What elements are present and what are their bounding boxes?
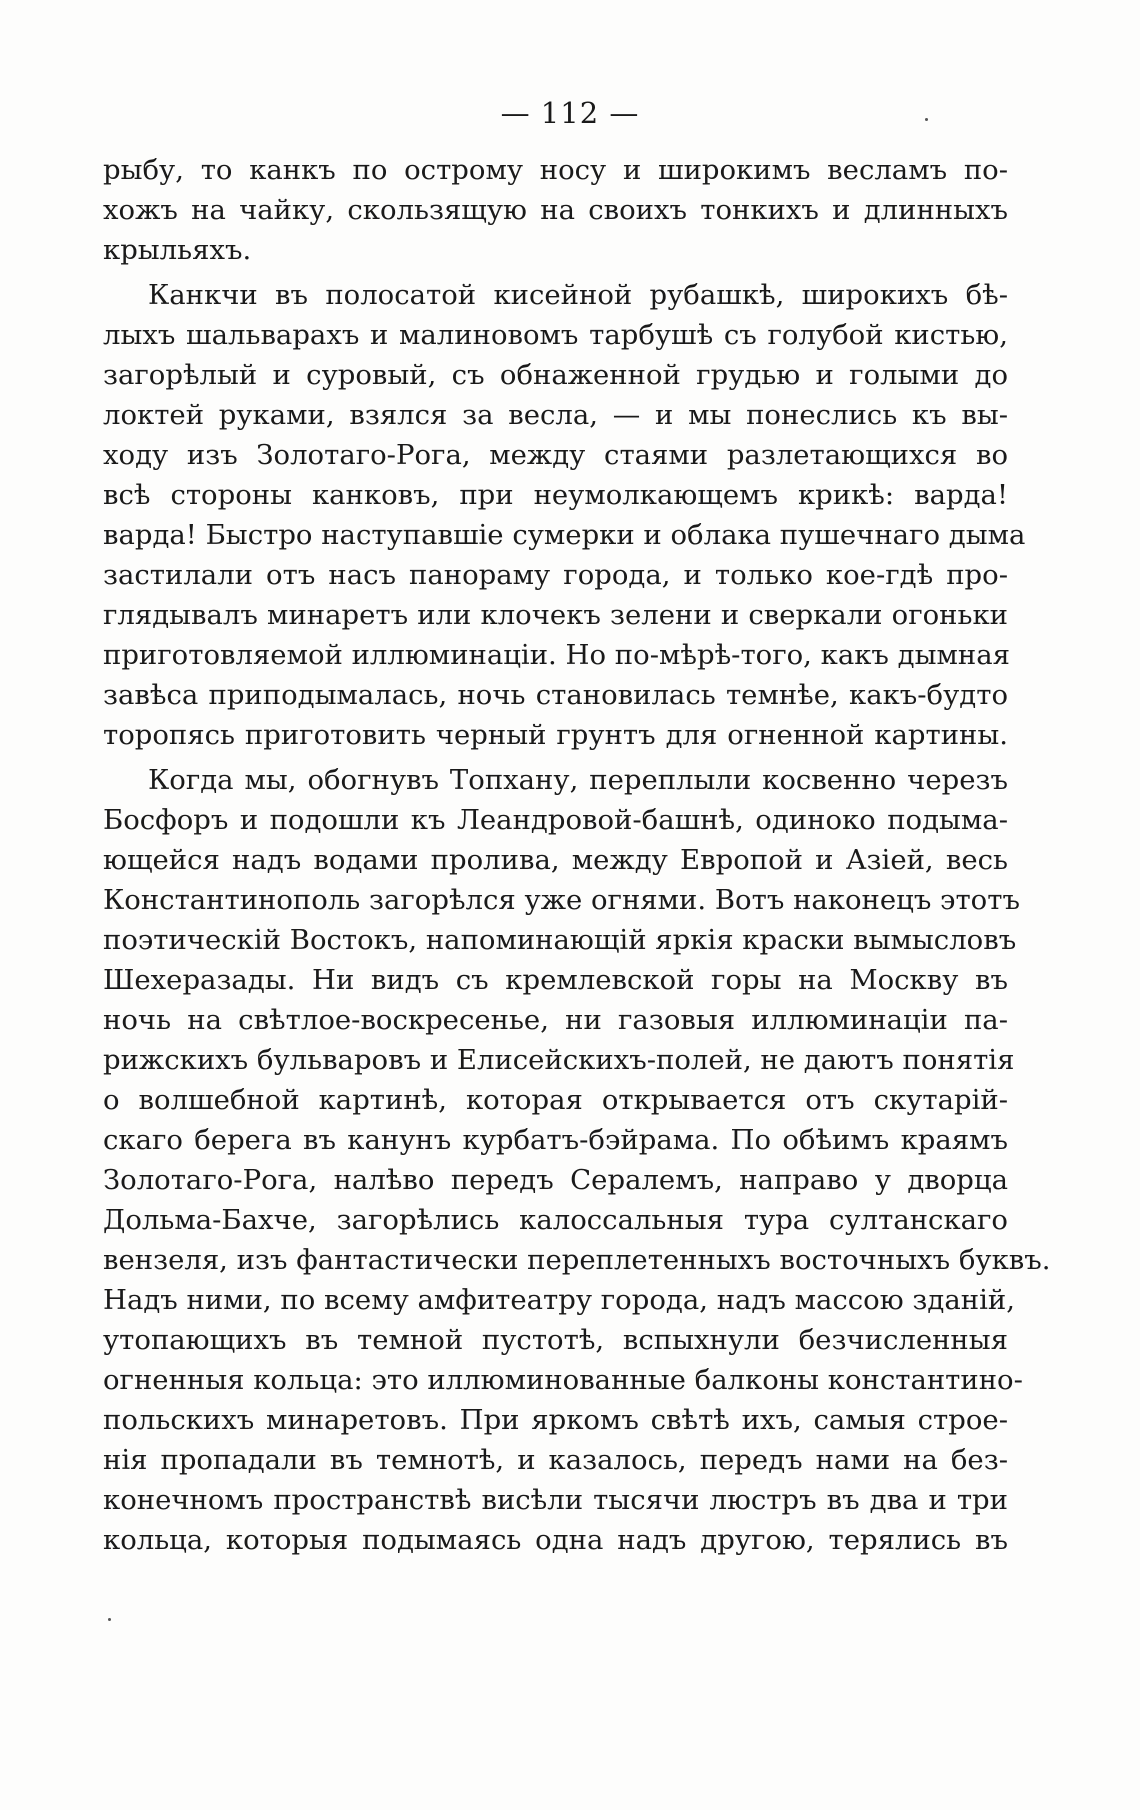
text-line: Шехеразады. Ни видъ съ кремлевской горы на Москву въ <box>103 964 1008 996</box>
text-line: огненныя кольца: это иллюминованные балконы константино- <box>103 1364 1023 1396</box>
text-line: хожъ на чайку, скользящую на своихъ тонкихъ и длинныхъ <box>103 194 1008 226</box>
text-line: Босфоръ и подошли къ Леандровой-башнѣ, одиноко подыма- <box>103 804 1008 836</box>
text-line: крыльяхъ. <box>103 234 252 266</box>
text-line: локтей руками, взялся за весла, — и мы понеслись къ вы- <box>103 399 1008 431</box>
text-line: вензеля, изъ фантастически переплетенныхъ восточныхъ буквъ. <box>103 1244 1051 1276</box>
text-line: Надъ ними, по всему амфитеатру города, надъ массою зданій, <box>103 1284 1015 1316</box>
paragraph-first-line: Когда мы, обогнувъ Топхану, переплыли косвенно черезъ <box>148 764 1008 796</box>
text-line: приготовляемой иллюминаціи. Но по-мѣрѣ-того, какъ дымная <box>103 639 1010 671</box>
text-line: ющейся надъ водами пролива, между Европой и Азіей, весь <box>103 844 1008 876</box>
text-line: завѣса приподымалась, ночь становилась темнѣе, какъ-будто <box>103 679 1008 711</box>
print-speck <box>925 118 928 121</box>
text-line: польскихъ минаретовъ. При яркомъ свѣтѣ ихъ, самыя строе- <box>103 1404 1008 1436</box>
text-line: торопясь приготовить черный грунтъ для огненной картины. <box>103 719 1008 751</box>
page-number: — 112 — <box>500 96 640 130</box>
text-line: варда! Быстро наступавшіе сумерки и облака пушечнаго дыма <box>103 519 1026 551</box>
text-line: ходу изъ Золотаго-Рога, между стаями разлетающихся во <box>103 439 1008 471</box>
text-line: всѣ стороны канковъ, при неумолкающемъ крикѣ: варда! <box>103 479 1008 511</box>
text-line: застилали отъ насъ панораму города, и только кое-гдѣ про- <box>103 559 1008 591</box>
text-line: глядывалъ минаретъ или клочекъ зелени и сверкали огоньки <box>103 599 1008 631</box>
text-line: утопающихъ въ темной пустотѣ, вспыхнули безчисленныя <box>103 1324 1008 1356</box>
text-line: Золотаго-Рога, налѣво передъ Сералемъ, направо у дворца <box>103 1164 1008 1196</box>
text-line: поэтическій Востокъ, напоминающій яркія краски вымысловъ <box>103 924 1017 956</box>
text-line: рыбу, то канкъ по острому носу и широкимъ весламъ по- <box>103 154 1008 186</box>
text-line: нія пропадали въ темнотѣ, и казалось, передъ нами на без- <box>103 1444 1008 1476</box>
text-line: о волшебной картинѣ, которая открывается отъ скутарій- <box>103 1084 1008 1116</box>
text-line: загорѣлый и суровый, съ обнаженной грудью и голыми до <box>103 359 1008 391</box>
text-line: кольца, которыя подымаясь одна надъ другою, терялись въ <box>103 1524 1008 1556</box>
text-line: Константинополь загорѣлся уже огнями. Вотъ наконецъ этотъ <box>103 884 1020 916</box>
print-speck <box>108 1618 111 1621</box>
text-line: Дольма-Бахче, загорѣлись калоссальныя тура султанскаго <box>103 1204 1008 1236</box>
text-line: лыхъ шальварахъ и малиновомъ тарбушѣ съ голубой кистью, <box>103 319 1008 351</box>
text-line: конечномъ пространствѣ висѣли тысячи люстръ въ два и три <box>103 1484 1008 1516</box>
text-line: скаго берега въ канунъ курбатъ-бэйрама. По обѣимъ краямъ <box>103 1124 1008 1156</box>
paragraph-first-line: Канкчи въ полосатой кисейной рубашкѣ, широкихъ бѣ- <box>148 279 1008 311</box>
text-line: ночь на свѣтлое-воскресенье, ни газовыя иллюминаціи па- <box>103 1004 1008 1036</box>
text-line: рижскихъ бульваровъ и Елисейскихъ-полей, не даютъ понятія <box>103 1044 1015 1076</box>
